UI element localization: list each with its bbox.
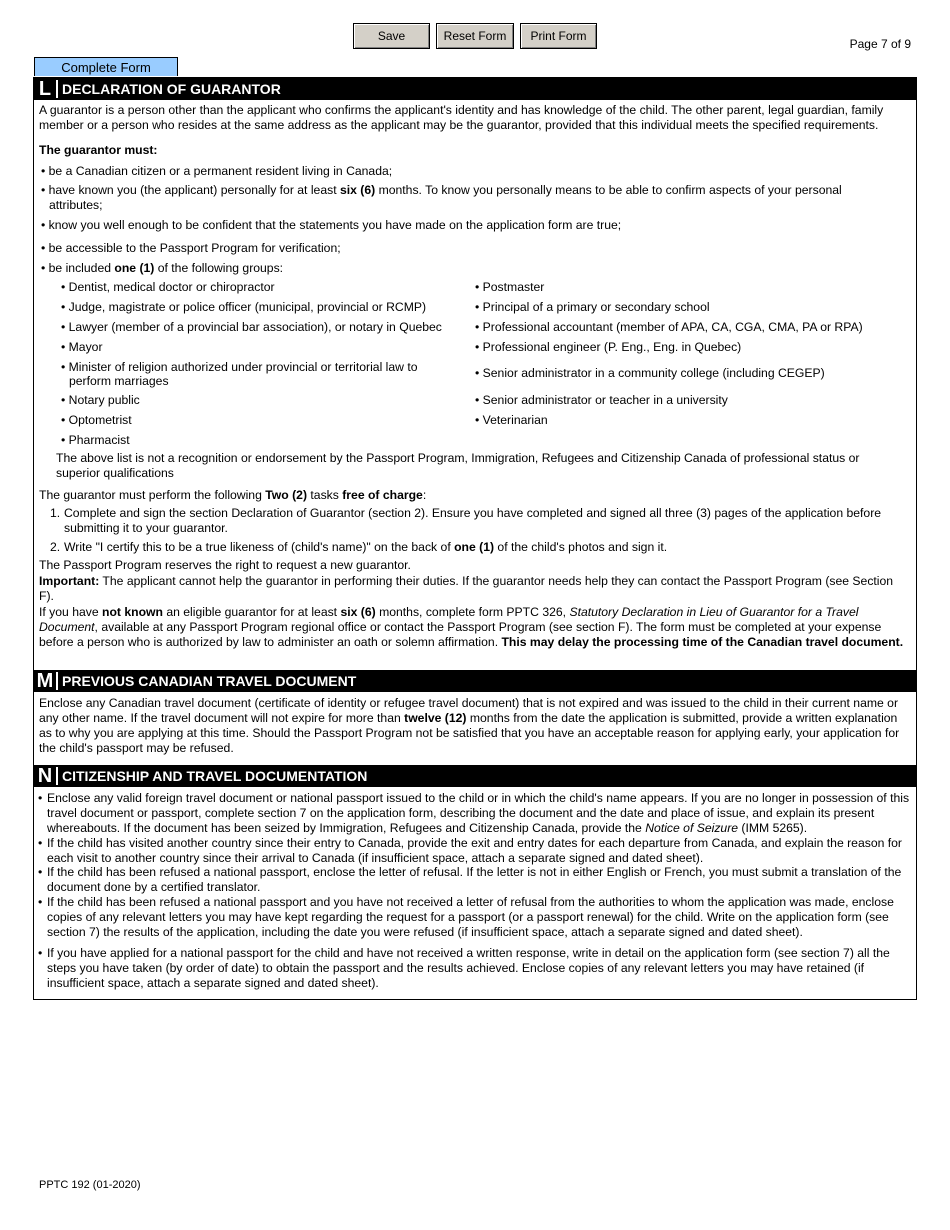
task-number: 1. xyxy=(50,506,61,520)
section-n-header xyxy=(33,765,917,787)
important-note: Important: The applicant cannot help the guarantor in performing their duties. If the guarantor needs help they can contact the Passport Program (see Section F). xyxy=(39,574,894,603)
bullet: • xyxy=(38,946,43,960)
group-item: • Judge, magistrate or police officer (municipal, provincial or RCMP) xyxy=(61,300,427,314)
requirement-confident: • know you well enough to be confident that the statements you have made on the application form are true; xyxy=(41,218,622,232)
page-number: Page 7 of 9 xyxy=(849,37,911,51)
group-item: • Notary public xyxy=(61,393,140,407)
guarantor-must-heading: The guarantor must: xyxy=(39,143,158,157)
group-item: • Senior administrator or teacher in a university xyxy=(475,393,728,407)
group-item: • Dentist, medical doctor or chiropractor xyxy=(61,280,275,294)
section-letter: L xyxy=(38,78,52,100)
reserve-note: The Passport Program reserves the right to request a new guarantor. xyxy=(39,558,411,572)
citizenship-item: If the child has been refused a national passport, enclose the letter of refusal. If the letter is not in either English or French, you must submit a translation of the document done by a certified translator. xyxy=(47,865,902,894)
group-item: • Minister of religion authorized under provincial or territorial law to xyxy=(61,360,418,374)
bullet: • xyxy=(38,895,43,909)
section-letter: N xyxy=(37,765,53,787)
section-letter: M xyxy=(36,670,54,692)
requirement-citizen: • be a Canadian citizen or a permanent resident living in Canada; xyxy=(41,164,393,178)
previous-document-text: Enclose any Canadian travel document (certificate of identity or refugee travel document) that is not expired and was issued to the child in their current name or any other name. If the travel document will not expire for more than twelve (12) months from the date the application is submitted, provide a written explanation as to why you are applying at this time. Should the Passport Program not be satisfied that you have an acceptable reason for applying early, your application for the child's passport may be refused. xyxy=(39,696,900,755)
group-item: • Professional accountant (member of APA, CA, CGA, CMA, PA or RPA) xyxy=(475,320,863,334)
group-item: • Professional engineer (P. Eng., Eng. in Quebec) xyxy=(475,340,742,354)
group-item: • Optometrist xyxy=(61,413,132,427)
group-item: • Principal of a primary or secondary school xyxy=(475,300,710,314)
bullet: • xyxy=(38,865,43,879)
print-form-button[interactable]: Print Form xyxy=(520,23,597,49)
citizenship-item: If you have applied for a national passport for the child and have not received a written response, write in detail on the application form (see section 7) all the steps you have taken (by order of date) to obtain the passport and the results achieved. Enclose copies of any relevant letters you may have retained (if insufficient space, attach a separate signed and dated sheet). xyxy=(47,946,890,990)
group-item: • Senior administrator in a community college (including CEGEP) xyxy=(475,366,825,380)
section-m-header xyxy=(33,670,917,692)
requirement-group: • be included one (1) of the following groups: xyxy=(41,261,284,275)
tasks-intro: The guarantor must perform the following Two (2) tasks free of charge: xyxy=(39,488,427,502)
bullet: • xyxy=(38,791,43,805)
requirement-accessible: • be accessible to the Passport Program for verification; xyxy=(41,241,341,255)
not-known-note: If you have not known an eligible guarantor for at least six (6) months, complete form PPTC 326, Statutory Declaration in Lieu of Guarantor for a Travel Document, available at any Passport Program regional office or contact the Passport Program (see section F). The form must be completed at your expense before a person who is authorized by law to administer an oath or solemn affirmation. This may delay the processing time of the Canadian travel document. xyxy=(39,605,904,649)
citizenship-item: Enclose any valid foreign travel document or national passport issued to the child or in which the child's name appears. If you are no longer in possession of this travel document or passport, complete section 7 on the application form, describing the document and the date and place of issue, and explain its present whereabouts. If the document has been seized by Immigration, Refugees and Citizenship Canada, provide the Notice of Seizure (IMM 5265). xyxy=(47,791,910,835)
group-item: • Lawyer (member of a provincial bar association), or notary in Quebec xyxy=(61,320,442,334)
citizenship-item: If the child has visited another country since their entry to Canada, provide the exit and entry dates for each departure from Canada, and explain the reason for each visit to another country since their arrival to Canada (if insufficient space, attach a separate signed and dated sheet). xyxy=(47,836,902,865)
guarantor-intro: A guarantor is a person other than the applicant who confirms the applicant's identity and has knowledge of the child. The other parent, legal guardian, family member or a person who resides at the same address as the applicant may be the guarantor, provided that this individual meets the specified requirements. xyxy=(39,103,884,132)
group-item: • Pharmacist xyxy=(61,433,130,447)
group-item: • Mayor xyxy=(61,340,103,354)
section-l-header xyxy=(33,78,917,100)
group-item: • Postmaster xyxy=(475,280,545,294)
form-footer: PPTC 192 (01-2020) xyxy=(39,1179,141,1191)
group-item-cont: perform marriages xyxy=(69,374,169,388)
group-item: • Veterinarian xyxy=(475,413,548,427)
task-number: 2. xyxy=(50,540,61,554)
section-title: DECLARATION OF GUARANTOR xyxy=(62,81,281,97)
task-1: Complete and sign the section Declaration of Guarantor (section 2). Ensure you have completed and signed all three (3) pages of the application before submitting it to your guarantor. xyxy=(64,506,882,535)
save-button[interactable]: Save xyxy=(353,23,430,49)
requirement-known: • have known you (the applicant) personally for at least six (6) months. To know you personally means to be able to confirm aspects of your personal xyxy=(41,183,842,197)
groups-note: The above list is not a recognition or endorsement by the Passport Program, Immigration, Refugees and Citizenship Canada of professional status or superior qualifications xyxy=(56,451,860,480)
section-title: CITIZENSHIP AND TRAVEL DOCUMENTATION xyxy=(62,768,368,784)
task-2: Write "I certify this to be a true likeness of (child's name)" on the back of one (1) of the child's photos and sign it. xyxy=(64,540,668,554)
section-title: PREVIOUS CANADIAN TRAVEL DOCUMENT xyxy=(62,673,357,689)
bullet: • xyxy=(38,836,43,850)
requirement-known-cont: attributes; xyxy=(49,198,103,212)
reset-form-button[interactable]: Reset Form xyxy=(436,23,514,49)
complete-form-tab[interactable]: Complete Form xyxy=(34,57,178,76)
citizenship-item: If the child has been refused a national passport and you have not received a letter of refusal from the authorities to whom the application was made, enclose copies of any relevant letters you may have kept regarding the request for a passport (or a passport renewal) for the child. Write on the application form (see section 7) the results of the application, including the date you were refused (if insufficient space, attach a separate signed and dated sheet). xyxy=(47,895,894,939)
